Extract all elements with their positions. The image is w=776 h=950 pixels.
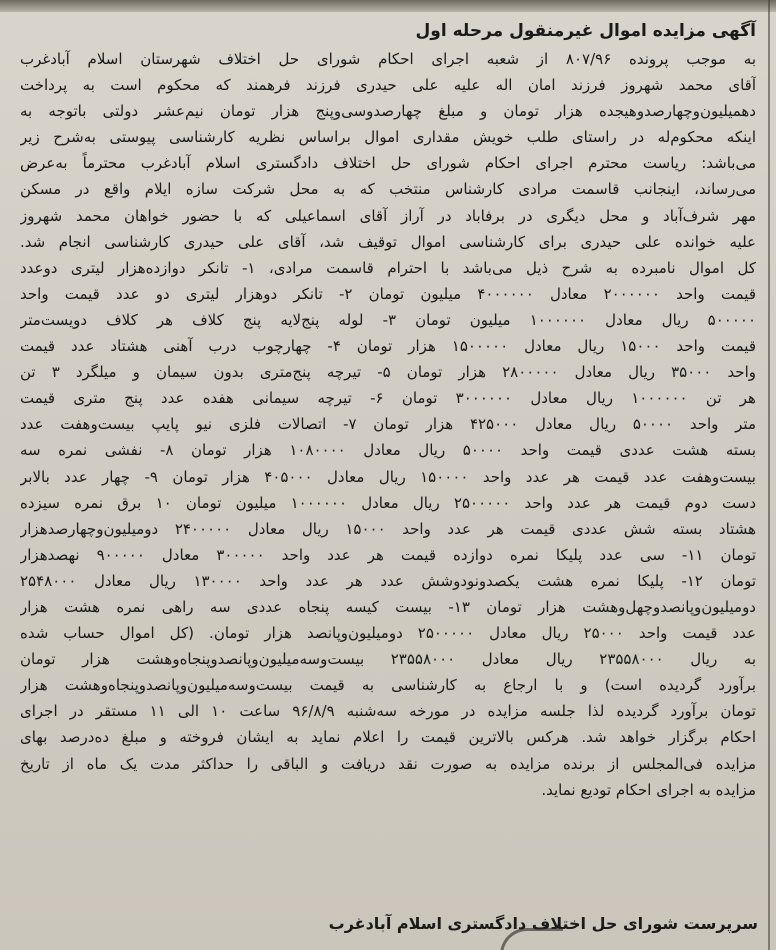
notice-line: علیه خوانده علی حیدری برای کارشناسی اموال توقیف شد، آقای علی حیدری کارشناسی انجام شد. [20,232,756,251]
notice-title: آگهی مزایده اموال غیرمنقول مرحله اول [415,21,756,41]
notice-line: می‌باشد: ریاست محترم اجرای احکام شورای حل اختلاف دادگستری اسلام آبادغرب محترماً به‌عرض [20,154,756,173]
column-rule [768,0,770,950]
notice-signature: سرپرست شورای حل اختلاف دادگستری اسلام آبادغرب [328,914,758,933]
notice-line: کل اموال نامبرده به شرح ذیل می‌باشد با احترام قاسمت مرادی، ۱- تانکر دوازده‌هزار لیتری دوعدد [20,258,756,277]
notice-line: مزایده به اجرای احکام تودیع نماید. [541,780,756,799]
notice-line: دومیلیون‌وپانصدوچهل‌وهشت هزار تومان ۱۳- بیست کیسه پنجاه عددی سه راهی نمره هشت هزار [20,597,756,616]
notice-line: بیست‌وهفت عدد قیمت هر عدد واحد ۱۵۰۰۰۰ ریال معادل ۴۰۵۰۰۰ هزار تومان ۹- چهار عدد بالابر [20,467,756,486]
notice-line: احکام برگزار خواهد شد. هرکس بالاترین قیمت را اعلام نماید به ایشان فروخته و مبلغ ده‌درصد بهای [20,728,756,747]
notice-line: دهمیلیون‌وچهارصدوهیجده هزار تومان و مبلغ چهارصدوسی‌وپنج هزار تومان نیم‌عشر دولتی باتوجه به [20,102,756,121]
notice-line: برآورد گردیده است) و با ارجاع به کارشناسی به قیمت بیست‌وسه‌میلیون‌وپانصدوپنجاه‌وهشت هزار [20,676,756,695]
notice-line: ۵۰۰۰۰۰ ریال معادل ۱۰۰۰۰۰۰ میلیون تومان ۳- لوله پنج‌لایه پنج کلاف هر کلاف دویست‌متر [20,310,756,329]
notice-line: تومان ۱۱- سی عدد پلیکا نمره دوازده قیمت هر عدد واحد ۳۰۰۰۰۰ معادل ۹۰۰۰۰۰ نهصدهزار [20,545,756,564]
notice-line: دست دوم قیمت هر عدد واحد ۲۵۰۰۰۰۰ ریال معادل ۱۰۰۰۰۰۰ میلیون تومان ۱۰ برق نمره سیزده [20,493,756,512]
auction-notice [20,16,756,803]
notice-line: می‌رساند، اینجانب قاسمت مرادی کارشناس منتخب که به محل شرکت سازه ایلام واقع در مسکن [20,180,756,199]
notice-line: به موجب پرونده ۸۰۷/۹۶ از شعبه اجرای احکام شورای حل اختلاف شهرستان اسلام آبادغرب [20,50,756,68]
notice-line: واحد ۳۵۰۰۰ ریال معادل ۲۸۰۰۰۰۰ هزار تومان ۵- تیرچه پنج‌متری بدون سیمان و میلگرد ۳ تن [20,363,756,382]
notice-line: اینکه محکوم‌له در راستای طلب خویش مقداری اموال براساس نظریه کارشناسی پیوستی به‌شرح زیر [20,128,756,147]
notice-line: به ریال ۲۳۵۵۸۰۰۰ ریال معادل ۲۳۵۵۸۰۰۰ بیست‌وسه‌میلیون‌وپانصدوپنجاه‌وهشت هزار تومان [20,650,756,669]
notice-line: عدد قیمت واحد ۲۵۰۰۰ ریال معادل ۲۵۰۰۰۰۰ دومیلیون‌وپانصد هزار تومان. (کل اموال حساب شده [20,624,756,643]
torn-top-edge [0,0,776,12]
notice-line: هشتاد بسته شش عددی قیمت هر عدد واحد ۱۵۰۰۰ ریال معادل ۲۴۰۰۰۰۰ دومیلیون‌وچهارصدهزار [20,519,756,538]
notice-line: تومان برآورد گردیده لذا جلسه مزایده در مورخه سه‌شنبه ۹۶/۸/۹ ساعت ۱۰ الی ۱۱ مستقر در اجرای [20,702,756,721]
notice-line: متر واحد ۵۰۰۰۰ ریال معادل ۴۲۵۰۰۰ هزار تومان ۷- اتصالات فلزی نیو پایپ بیست‌وهفت عدد [20,415,756,434]
notice-line: قیمت واحد ۱۵۰۰۰ ریال معادل ۱۵۰۰۰۰۰ هزار تومان ۴- چهارچوب درب آهنی هشتاد عدد قیمت [20,337,756,356]
notice-line: مهر شرف‌آباد و محل دیگری در برفاباد در آراز آقای اسماعیلی که با حضور خواهان محمد شهروز [20,206,756,225]
notice-line: هر تن ۱۰۰۰۰۰۰ ریال معادل ۳۰۰۰۰۰۰ تومان ۶- تیرچه سیمانی هفده عدد پنج متری قیمت [20,389,756,408]
notice-line: تومان ۱۲- پلیکا نمره هشت یکصدونودوشش عدد هر عدد واحد ۱۳۰۰۰۰ ریال معادل ۲۵۴۸۰۰۰ [20,571,756,590]
notice-line: بسته هشت عددی قیمت واحد ۵۰۰۰۰ ریال معادل ۱۰۸۰۰۰۰ هزار تومان ۸- نفشی نمره سه [20,441,756,460]
notice-body [20,46,756,803]
notice-line: آقای محمد شهروز فرزند امان اله علیه علی حیدری فرزند فرهمند که محکوم است به پرداخت [20,76,756,95]
notice-line: قیمت واحد ۲۰۰۰۰۰۰ معادل ۴۰۰۰۰۰۰ میلیون تومان ۲- تانکر دوهزار لیتری دو عدد قیمت واحد [20,284,756,303]
notice-line: مزایده فی‌المجلس از برنده مزایده به صورت نقد دریافت و الباقی را حداکثر مدت یک ماه از تاریخ [20,754,756,773]
